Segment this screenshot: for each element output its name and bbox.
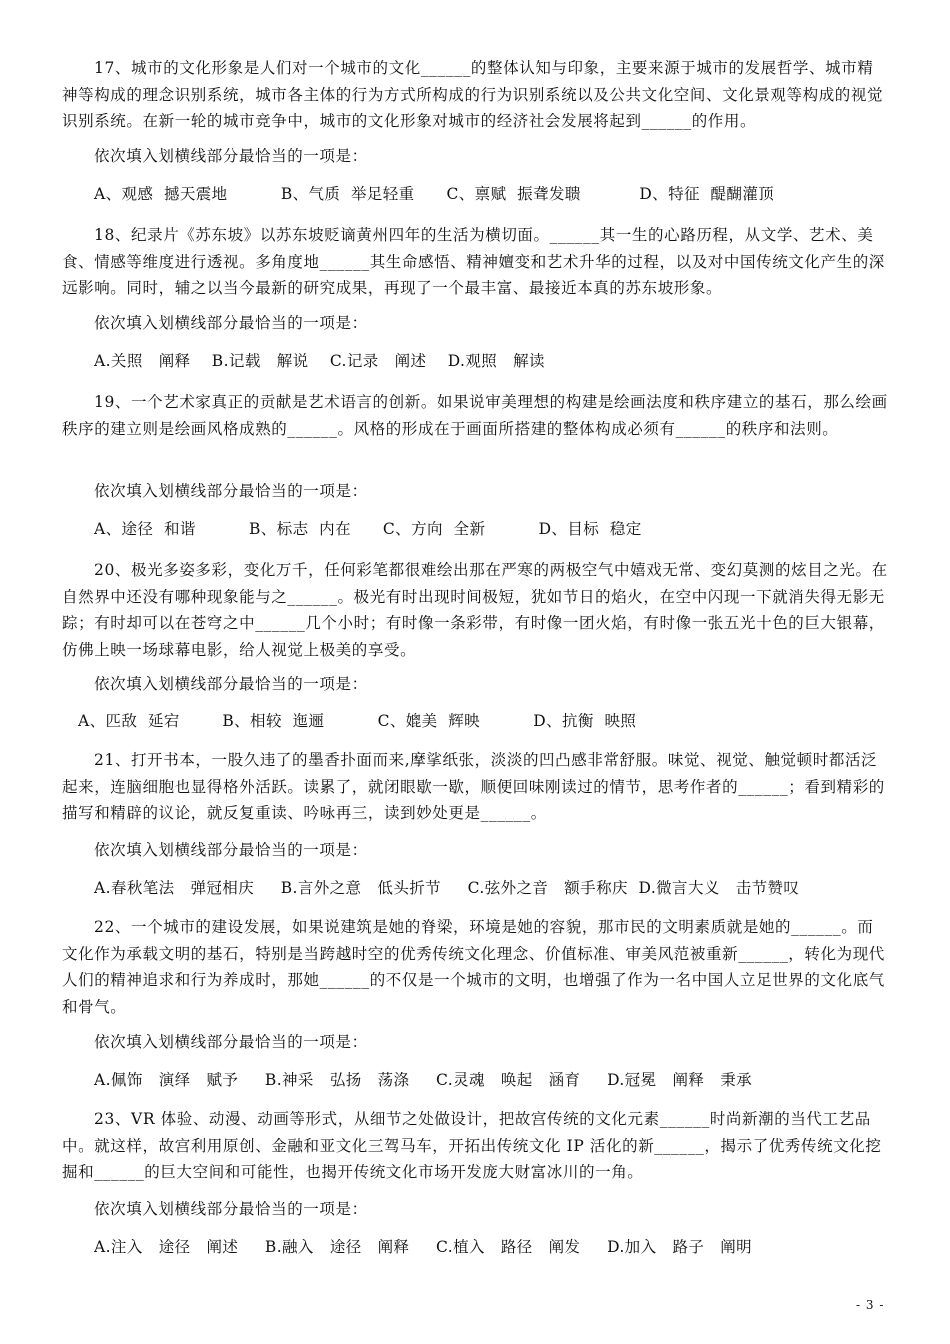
question-18-prompt: 依次填入划横线部分最恰当的一项是： — [94, 314, 368, 332]
question-20-prompt: 依次填入划横线部分最恰当的一项是： — [94, 675, 368, 693]
question-17-prompt: 依次填入划横线部分最恰当的一项是： — [94, 147, 368, 165]
question-21-text: 21、打开书本，一股久违了的墨香扑面而来,摩挲纸张，淡淡的凹凸感非常舒服。味觉、视觉、触觉顿时都活泛起来，连脑细胞也显得格外活跃。读累了，就闭眼歇一歇，顺便回味刚读过的情节，思考作者的______；看到精彩的描写和精辟的议论，就反复重读、吟咏再三，读到妙处更是______。 — [62, 751, 885, 822]
question-22-text: 22、一个城市的建设发展，如果说建筑是她的脊梁，环境是她的容貌，那市民的文明素质就是她的______。而文化作为承载文明的基石，特别是当跨越时空的优秀传统文化理念、价值标准、审美风范被重新______，转化为现代人们的精神追求和行为养成时，那她______的不仅是一个城市的文明，也增强了作为一名中国人立足世界的文化底气和骨气。 — [62, 918, 885, 1016]
question-19-prompt: 依次填入划横线部分最恰当的一项是： — [94, 482, 368, 500]
question-17-options: A、观感 撼天震地 B、气质 举足轻重 C、禀赋 振聋发聩 D、特征 醍醐灌顶 — [94, 185, 775, 203]
question-18-options: A.关照 阐释 B.记载 解说 C.记录 阐述 D.观照 解读 — [94, 352, 545, 370]
page-number: - 3 - — [856, 1298, 885, 1312]
question-23-options: A.注入 途径 阐述 B.融入 途径 阐释 C.植入 路径 阐发 D.加入 路子 阐明 — [94, 1238, 753, 1256]
question-22-options: A.佩饰 演绎 赋予 B.神采 弘扬 荡涤 C.灵魂 唤起 涵育 D.冠冕 阐释 秉承 — [94, 1071, 753, 1089]
question-20-options: A、匹敌 延宕 B、相较 迤逦 C、媲美 辉映 D、抗衡 映照 — [78, 712, 637, 730]
question-19-text: 19、一个艺术家真正的贡献是艺术语言的创新。如果说审美理想的构建是绘画法度和秩序建立的基石，那么绘画秩序的建立则是绘画风格成熟的______。风格的形成在于画面所搭建的整体构成必须有______的秩序和法则。 — [62, 393, 888, 438]
question-23-prompt: 依次填入划横线部分最恰当的一项是： — [94, 1200, 368, 1218]
question-22-prompt: 依次填入划横线部分最恰当的一项是： — [94, 1033, 368, 1051]
question-21-options: A.春秋笔法 弹冠相庆 B.言外之意 低头折节 C.弦外之音 额手称庆 D.微言大义 击节赞叹 — [94, 879, 800, 897]
question-19-options: A、途径 和谐 B、标志 内在 C、方向 全新 D、目标 稳定 — [94, 520, 642, 538]
question-18-text: 18、纪录片《苏东坡》以苏东坡贬谪黄州四年的生活为横切面。______其一生的心路历程，从文学、艺术、美食、情感等维度进行透视。多角度地______其生命感悟、精神嬗变和艺术升华的过程，以及对中国传统文化产生的深远影响。同时，辅之以当今最新的研究成果，再现了一个最丰富、最接近本真的苏东坡形象。 — [62, 226, 885, 297]
question-17-text: 17、城市的文化形象是人们对一个城市的文化______的整体认知与印象，主要来源于城市的发展哲学、城市精神等构成的理念识别系统，城市各主体的行为方式所构成的行为识别系统以及公共文化空间、文化景观等构成的视觉识别系统。在新一轮的城市竞争中，城市的文化形象对城市的经济社会发展将起到______的作用。 — [62, 59, 884, 130]
question-20-text: 20、极光多姿多彩，变化万千，任何彩笔都很难绘出那在严寒的两极空气中嬉戏无常、变幻莫测的炫目之光。在自然界中还没有哪种现象能与之______。极光有时出现时间极短，犹如节日的焰火，在空中闪现一下就消失得无影无踪；有时却可以在苍穹之中______几个小时；有时像一条彩带，有时像一团火焰，有时像一张五光十色的巨大银幕，仿佛上映一场球幕电影，给人视觉上极美的享受。 — [62, 561, 888, 659]
question-21-prompt: 依次填入划横线部分最恰当的一项是： — [94, 841, 368, 859]
question-23-text: 23、VR 体验、动漫、动画等形式，从细节之处做设计，把故宫传统的文化元素______时尚新潮的当代工艺品中。就这样，故宫利用原创、金融和亚文化三驾马车，开拓出传统文化 IP 活化的新______，揭示了优秀传统文化挖掘和______的巨大空间和可能性，也揭开传统文化市场开发庞大财富冰川的一角。 — [62, 1110, 882, 1181]
